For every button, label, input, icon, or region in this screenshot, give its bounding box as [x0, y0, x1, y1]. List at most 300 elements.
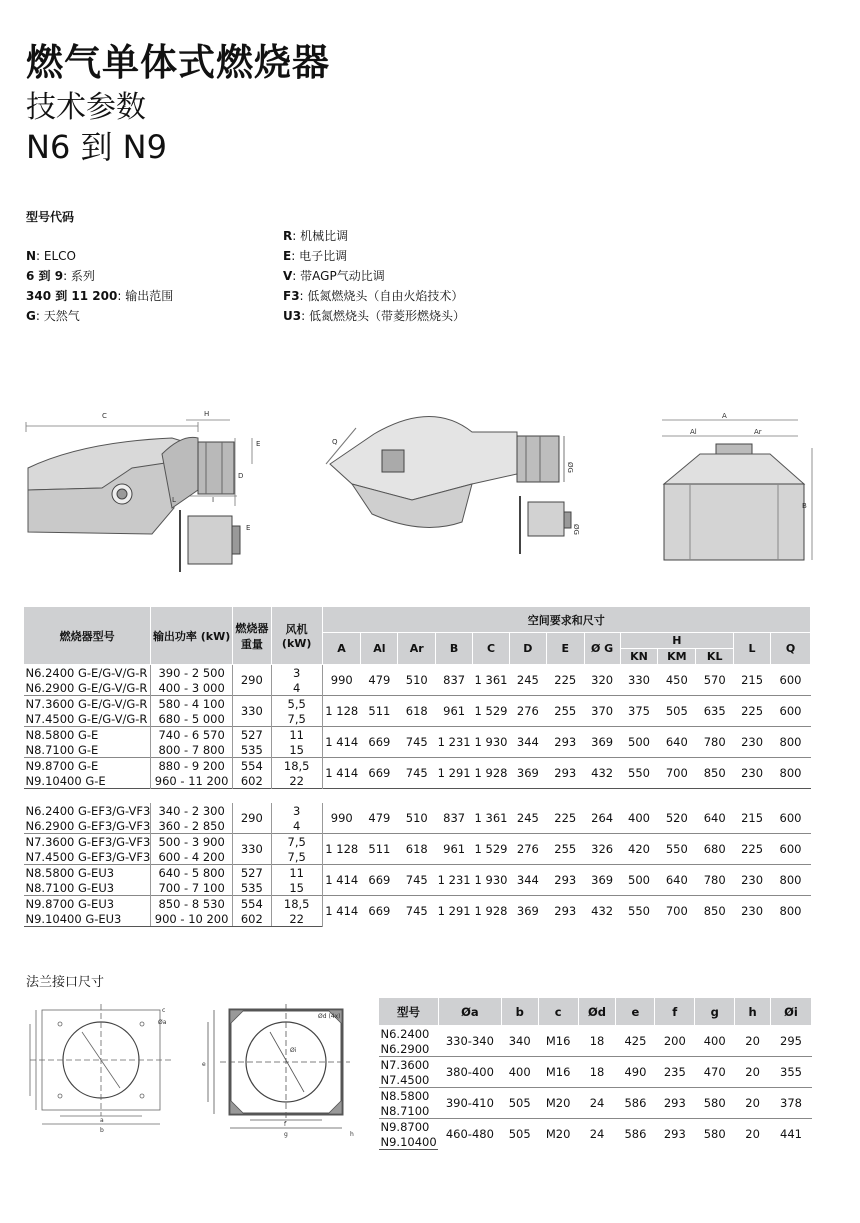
header-h-sub: KM: [658, 649, 696, 665]
type-code-item: 6 到 9: 系列: [26, 269, 95, 283]
header-space: 空间要求和尺寸: [322, 607, 810, 633]
dim-i-label: I: [212, 496, 215, 504]
flange-model-cell: N9.10400: [380, 1134, 437, 1149]
dimension-cell: 479: [368, 811, 391, 825]
fan-cell: 18,5: [271, 896, 322, 912]
dimension-cell: 1 414: [322, 758, 361, 789]
dimension-cell: 600: [779, 811, 802, 825]
model-cell: N7.4500 G-E/G-V/G-R: [25, 711, 148, 726]
header-h: H: [620, 633, 734, 649]
dimension-cell: 680: [696, 834, 734, 865]
flange-b-label: b: [100, 1127, 104, 1134]
model-cell: N8.7100 G-EU3: [25, 880, 115, 895]
dim-e2-label: E: [246, 524, 251, 532]
flange-value-cell: 18: [578, 1026, 616, 1057]
flange-phi-d-label: Ød (4x): [318, 1013, 341, 1020]
weight-cell: 290: [232, 803, 271, 834]
flange-value-cell: 355: [771, 1057, 812, 1088]
type-code-key: G: [26, 309, 36, 323]
dimension-cell: 230: [734, 896, 771, 927]
header-dim: B: [436, 633, 473, 665]
header-dim: C: [473, 633, 510, 665]
dimension-cell: 255: [546, 834, 584, 865]
dimension-cell: 550: [658, 834, 696, 865]
header-q: Q: [771, 633, 811, 665]
dim-a-label: A: [722, 412, 727, 420]
fan-cell: 11: [271, 727, 322, 743]
dimension-cell: 326: [584, 834, 620, 865]
dimension-cell: 1 291: [436, 758, 473, 789]
codes-left-list: [26, 246, 173, 326]
power-cell: 600 - 4 200: [151, 849, 233, 865]
dimension-cell: 990: [322, 803, 361, 834]
fan-cell: 3: [271, 665, 322, 681]
type-code-value: 低氮燃烧头（自由火焰技术）: [307, 289, 464, 303]
dimension-cell: 215: [734, 665, 771, 696]
dimension-cell: 420: [620, 834, 658, 865]
type-code-value: ELCO: [43, 249, 76, 263]
flange-model-cell: N7.3600: [379, 1057, 439, 1073]
dimension-cell: 230: [734, 727, 771, 758]
flange-dimension-table: [378, 997, 812, 1150]
dimension-cell: 1 928: [473, 758, 510, 789]
weight-cell: 330: [232, 834, 271, 865]
header-dim: Al: [361, 633, 398, 665]
flange-drawing-right: [200, 1002, 360, 1142]
dimension-cell: 600: [771, 696, 811, 727]
model-cell: N6.2400 G-E/G-V/G-R: [24, 665, 151, 681]
dimension-cell: 230: [734, 865, 771, 896]
dimension-cell: 344: [509, 865, 546, 896]
table-row: [24, 758, 811, 774]
dimension-cell: 276: [509, 834, 546, 865]
flange-value-cell: 295: [771, 1026, 812, 1057]
flange-header: e: [616, 998, 655, 1026]
dimension-cell: 450: [658, 665, 696, 696]
dimension-cell: 550: [620, 896, 658, 927]
table-row: [24, 696, 811, 712]
table-row: [24, 727, 811, 743]
type-code-key: U3: [283, 309, 302, 323]
dimension-cell: 961: [436, 696, 473, 727]
table-row: [24, 834, 811, 850]
group-separator: [24, 789, 811, 804]
flange-header: c: [538, 998, 578, 1026]
power-cell: 580 - 4 100: [151, 696, 233, 712]
power-cell: 960 - 11 200: [151, 773, 233, 789]
dimension-cell: 1 414: [322, 896, 361, 927]
flange-value-cell: 200: [655, 1026, 695, 1057]
flange-model-cell: N8.5800: [379, 1088, 439, 1104]
dimension-cell: 1 529: [473, 696, 510, 727]
power-cell: 340 - 2 300: [151, 803, 233, 818]
dimension-cell: 1 291: [436, 896, 473, 927]
dimension-cell: 961: [436, 834, 473, 865]
header-dim: D: [509, 633, 546, 665]
dim-og-label: ØG: [566, 462, 574, 473]
flange-value-cell: 586: [616, 1119, 655, 1150]
flange-value-cell: 441: [771, 1119, 812, 1150]
flange-row: [379, 1057, 812, 1073]
flange-value-cell: 505: [501, 1119, 538, 1150]
dimension-cell: 500: [620, 865, 658, 896]
fan-cell: 7,5: [271, 849, 322, 865]
dimension-cell: 369: [584, 865, 620, 896]
type-code-key: 340 到 11 200: [26, 289, 118, 303]
type-code-item: V: 带AGP气动比调: [283, 269, 385, 283]
weight-cell: 290: [232, 665, 271, 696]
dim-b-label: B: [802, 502, 807, 510]
flange-value-cell: 235: [655, 1057, 695, 1088]
model-cell: N7.3600 G-EF3/G-VF3: [25, 834, 151, 849]
power-cell: 850 - 8 530: [151, 896, 233, 912]
dimension-cell: 225: [546, 665, 584, 696]
flange-e-label: e: [202, 1061, 206, 1068]
fan-cell: 15: [271, 742, 322, 758]
header-model: 燃烧器型号: [24, 607, 151, 665]
power-cell: 900 - 10 200: [151, 911, 233, 927]
dimension-cell: 225: [734, 834, 771, 865]
table-row: [24, 665, 811, 681]
flange-value-cell: 580: [695, 1088, 735, 1119]
type-code-item: R: 机械比调: [283, 229, 349, 243]
fan-cell: 15: [271, 880, 322, 896]
weight-cell: 535: [232, 880, 271, 896]
dimension-cell: 800: [771, 727, 811, 758]
flange-value-cell: 425: [616, 1026, 655, 1057]
flange-value-cell: 378: [771, 1088, 812, 1119]
flange-header: h: [735, 998, 771, 1026]
flange-value-cell: 330-340: [438, 1026, 501, 1057]
dimension-cell: 215: [741, 811, 764, 825]
flange-value-cell: 20: [735, 1119, 771, 1150]
fan-cell: 18,5: [271, 758, 322, 774]
header-weight: 燃烧器 重量: [232, 607, 271, 665]
type-code-item: G: 天然气: [26, 309, 80, 323]
weight-cell: 602: [232, 773, 271, 789]
dimension-cell: 432: [584, 896, 620, 927]
dimension-cell: 510: [398, 665, 436, 696]
dimension-cell: 511: [361, 696, 398, 727]
dimension-cell: 1 361: [474, 811, 508, 825]
dimension-cell: 1 930: [473, 727, 510, 758]
header-l: L: [734, 633, 771, 665]
codes-right-list: [283, 226, 465, 326]
fan-cell: 7,5: [271, 711, 322, 727]
flange-h-label: h: [350, 1131, 354, 1138]
fan-cell: 5,5: [271, 696, 322, 712]
dimension-cell: 800: [771, 758, 811, 789]
codes-heading: 型号代码: [26, 210, 75, 224]
dimension-cell: 225: [554, 811, 577, 825]
dim-d-label: D: [238, 472, 244, 480]
dimension-cell: 640: [658, 865, 696, 896]
dim-og2-label: ØG: [572, 524, 580, 535]
header-h-sub: KL: [696, 649, 734, 665]
flange-value-cell: 470: [695, 1057, 735, 1088]
dimension-cell: 369: [584, 727, 620, 758]
type-code-item: F3: 低氮燃烧头（自由火焰技术）: [283, 289, 464, 303]
burner-top-drawing: [312, 404, 602, 574]
dimension-cell: 369: [509, 758, 546, 789]
dimension-cell: 320: [584, 665, 620, 696]
weight-cell: 602: [232, 911, 271, 927]
flange-value-cell: 20: [735, 1026, 771, 1057]
flange-header: 型号: [379, 998, 439, 1026]
type-code-value: 带AGP气动比调: [300, 269, 385, 283]
dimension-cell: 550: [620, 758, 658, 789]
dimension-cell: 510: [405, 811, 428, 825]
dimension-cell: 990: [322, 665, 361, 696]
flange-model-cell: N7.4500: [380, 1072, 430, 1087]
dimension-cell: 669: [361, 896, 398, 927]
dimension-cell: 837: [436, 665, 473, 696]
dimension-cell: 264: [591, 811, 614, 825]
dimension-cell: 745: [398, 727, 436, 758]
flange-f-label: f: [284, 1121, 287, 1128]
power-cell: 800 - 7 800: [151, 742, 233, 758]
dimension-cell: 837: [443, 811, 466, 825]
flange-value-cell: 505: [501, 1088, 538, 1119]
dim-h-label: H: [204, 410, 210, 418]
flange-value-cell: 20: [735, 1057, 771, 1088]
flange-c-label: c: [162, 1007, 166, 1014]
weight-cell: 527: [232, 865, 271, 881]
dimension-cell: 640: [658, 727, 696, 758]
dimension-cell: 1 128: [322, 696, 361, 727]
weight-cell: 554: [232, 896, 271, 912]
dimension-cell: 600: [771, 665, 811, 696]
dimension-cell: 570: [696, 665, 734, 696]
flange-drawing-left: [22, 1002, 182, 1138]
model-cell: N8.5800 G-EU3: [24, 865, 151, 881]
power-cell: 400 - 3 000: [151, 680, 233, 696]
type-code-key: V: [283, 269, 293, 283]
dimension-cell: 1 231: [436, 727, 473, 758]
flange-model-cell: N9.8700: [379, 1119, 439, 1135]
dimension-cell: 800: [771, 865, 811, 896]
dimension-cell: 745: [398, 896, 436, 927]
type-code-item: E: 电子比调: [283, 249, 348, 263]
flange-phi-a-label: Øa: [158, 1019, 167, 1026]
model-cell: N6.2900 G-EF3/G-VF3: [25, 818, 151, 833]
type-code-key: 6 到 9: [26, 269, 64, 283]
dimension-cell: 344: [509, 727, 546, 758]
dimension-cell: 700: [658, 896, 696, 927]
power-cell: 390 - 2 500: [151, 665, 233, 681]
dimension-cell: 369: [509, 896, 546, 927]
fan-cell: 11: [271, 865, 322, 881]
table-row: [24, 865, 811, 881]
type-code-value: 电子比调: [299, 249, 348, 263]
weight-cell: 527: [232, 727, 271, 743]
dimension-cell: 505: [658, 696, 696, 727]
type-code-value: 输出范围: [125, 289, 174, 303]
flange-value-cell: 390-410: [438, 1088, 501, 1119]
dimension-cell: 1 128: [322, 834, 361, 865]
dimension-cell: 400: [628, 811, 650, 825]
technical-data-table: [23, 606, 811, 927]
type-code-key: R: [283, 229, 293, 243]
type-code-value: 天然气: [43, 309, 80, 323]
page-title: 燃气单体式燃烧器: [26, 41, 330, 84]
dimension-cell: 293: [546, 758, 584, 789]
header-dim: Ar: [398, 633, 436, 665]
dimension-cell: 618: [398, 696, 436, 727]
dim-ar-label: Ar: [754, 428, 762, 436]
model-range: N6 到 N9: [26, 128, 167, 166]
header-h-sub: KN: [620, 649, 658, 665]
dimension-cell: 850: [696, 758, 734, 789]
dim-q-label: Q: [332, 438, 338, 446]
flange-value-cell: 293: [655, 1088, 695, 1119]
header-dim: Ø G: [584, 633, 620, 665]
dim-e-label: E: [256, 440, 261, 448]
flange-model-cell: N6.2400: [379, 1026, 439, 1042]
model-cell: N9.10400 G-E: [25, 773, 106, 788]
flange-value-cell: 24: [578, 1119, 616, 1150]
flange-value-cell: M20: [538, 1119, 578, 1150]
dimension-cell: 640: [703, 811, 726, 825]
power-cell: 640 - 5 800: [151, 865, 233, 881]
dimension-cell: 276: [509, 696, 546, 727]
flange-header: Øi: [771, 998, 812, 1026]
dim-l-label: L: [172, 496, 176, 504]
dimension-cell: 255: [546, 696, 584, 727]
flange-value-cell: 18: [578, 1057, 616, 1088]
header-fan: 风机(kW): [271, 607, 322, 665]
flange-value-cell: 400: [501, 1057, 538, 1088]
flange-value-cell: M20: [538, 1088, 578, 1119]
dimension-cell: 225: [734, 696, 771, 727]
power-cell: 880 - 9 200: [151, 758, 233, 774]
power-cell: 360 - 2 850: [151, 818, 233, 834]
page-subtitle: 技术参数: [26, 90, 146, 125]
flange-value-cell: 380-400: [438, 1057, 501, 1088]
fan-cell: 4: [271, 818, 322, 834]
model-cell: N9.10400 G-EU3: [24, 911, 151, 927]
model-cell: N7.3600 G-E/G-V/G-R: [24, 696, 151, 712]
model-cell: N8.7100 G-E: [25, 742, 99, 757]
header-power: 输出功率 (kW): [151, 607, 233, 665]
flange-value-cell: 460-480: [438, 1119, 501, 1150]
dimension-cell: 1 414: [322, 727, 361, 758]
type-code-item: U3: 低氮燃烧头（带菱形燃烧头）: [283, 309, 465, 323]
flange-value-cell: M16: [538, 1057, 578, 1088]
flange-value-cell: 293: [655, 1119, 695, 1150]
power-cell: 740 - 6 570: [151, 727, 233, 743]
flange-header: f: [655, 998, 695, 1026]
dimension-cell: 1 930: [473, 865, 510, 896]
dimension-cell: 700: [658, 758, 696, 789]
dimension-cell: 293: [546, 727, 584, 758]
model-cell: N7.4500 G-EF3/G-VF3: [25, 849, 151, 864]
type-code-value: 机械比调: [300, 229, 349, 243]
dim-al-label: Al: [690, 428, 697, 436]
dimension-cell: 745: [398, 758, 436, 789]
type-code-item: 340 到 11 200: 输出范围: [26, 289, 174, 303]
weight-cell: 554: [232, 758, 271, 774]
power-cell: 700 - 7 100: [151, 880, 233, 896]
burner-front-drawing: [650, 408, 820, 568]
dimension-cell: 635: [696, 696, 734, 727]
weight-cell: 535: [232, 742, 271, 758]
flange-header: Ød: [578, 998, 616, 1026]
dimension-cell: 520: [665, 811, 688, 825]
flange-header: Øa: [438, 998, 501, 1026]
burner-side-drawing: [22, 398, 272, 580]
model-cell: N8.5800 G-E: [24, 727, 151, 743]
dimension-cell: 850: [696, 896, 734, 927]
model-cell: N9.8700 G-EU3: [24, 896, 151, 912]
dimension-cell: 370: [584, 696, 620, 727]
dimension-cell: 1 529: [473, 834, 510, 865]
dimension-cell: 800: [771, 896, 811, 927]
dimension-cell: 230: [734, 758, 771, 789]
fan-cell: 22: [271, 911, 322, 927]
header-dim: A: [322, 633, 361, 665]
fan-cell: 7,5: [271, 834, 322, 850]
dimension-cell: 669: [361, 758, 398, 789]
dimension-cell: 1 231: [436, 865, 473, 896]
flange-value-cell: 580: [695, 1119, 735, 1150]
flange-model-cell: N6.2900: [380, 1041, 430, 1056]
dimension-cell: 511: [361, 834, 398, 865]
fan-cell: 3: [271, 803, 322, 818]
flange-value-cell: 340: [501, 1026, 538, 1057]
flange-header: b: [501, 998, 538, 1026]
flange-row: [379, 1026, 812, 1042]
dimension-cell: 1 414: [322, 865, 361, 896]
dimension-cell: 1 928: [473, 896, 510, 927]
dimension-cell: 245: [509, 665, 546, 696]
flange-value-cell: M16: [538, 1026, 578, 1057]
dimension-cell: 669: [361, 865, 398, 896]
flange-a-label: a: [100, 1117, 104, 1124]
power-cell: 680 - 5 000: [151, 711, 233, 727]
dimension-cell: 600: [771, 834, 811, 865]
dimension-cell: 1 361: [473, 665, 510, 696]
flange-row: [379, 1119, 812, 1135]
dimension-cell: 500: [620, 727, 658, 758]
header-dim: E: [546, 633, 584, 665]
flange-value-cell: 490: [616, 1057, 655, 1088]
type-code-value: 系列: [70, 269, 95, 283]
flange-value-cell: 20: [735, 1088, 771, 1119]
dim-c-label: C: [102, 412, 107, 420]
flange-value-cell: 586: [616, 1088, 655, 1119]
dimension-cell: 245: [516, 811, 539, 825]
dimension-cell: 293: [546, 865, 584, 896]
dimension-cell: 479: [361, 665, 398, 696]
flange-value-cell: 400: [695, 1026, 735, 1057]
dimension-cell: 293: [546, 896, 584, 927]
flange-model-cell: N8.7100: [380, 1103, 430, 1118]
dimension-cell: 375: [620, 696, 658, 727]
table-row: [24, 803, 811, 818]
flange-g-label: g: [284, 1131, 288, 1138]
type-code-key: E: [283, 249, 292, 263]
type-code-value: 低氮燃烧头（带菱形燃烧头）: [308, 309, 465, 323]
fan-cell: 4: [271, 680, 322, 696]
type-code-key: F3: [283, 289, 300, 303]
power-cell: 500 - 3 900: [151, 834, 233, 850]
dimension-cell: 330: [620, 665, 658, 696]
type-code-item: N: ELCO: [26, 249, 76, 263]
dimension-cell: 669: [361, 727, 398, 758]
model-cell: N9.8700 G-E: [24, 758, 151, 774]
dimension-cell: 780: [696, 865, 734, 896]
